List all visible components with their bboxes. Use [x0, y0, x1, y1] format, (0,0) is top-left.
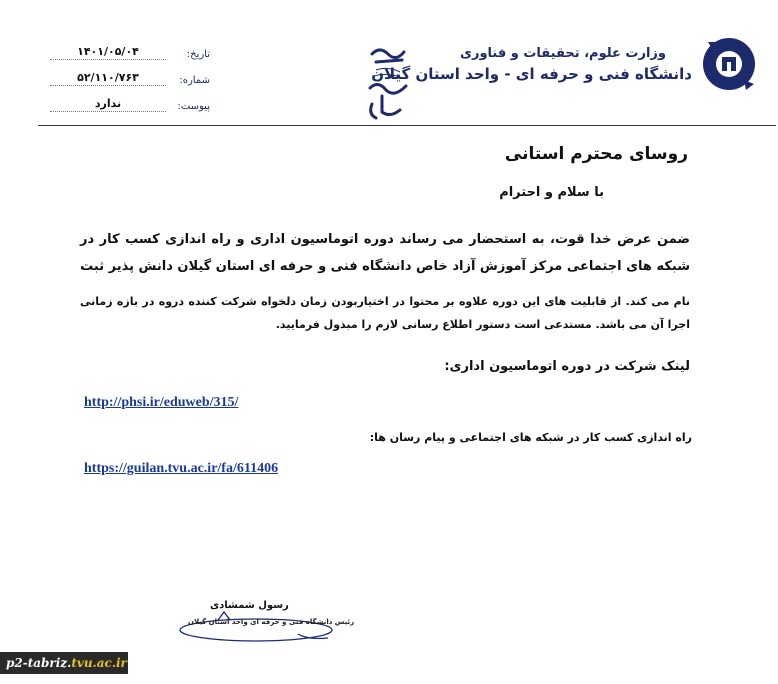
social-business-link[interactable]: https://guilan.tvu.ac.ir/fa/611406	[84, 461, 279, 476]
ministry-name: وزارت علوم، تحقیقات و فناوری	[460, 46, 666, 61]
date-label: تاریخ:	[186, 49, 210, 60]
automation-course-link[interactable]: http://phsi.ir/eduweb/315/	[84, 395, 239, 410]
salutation: روسای محترم استانی	[504, 144, 688, 164]
university-unit-name: دانشگاه فنی و حرفه ای - واحد استان گیلان	[371, 65, 692, 83]
number-value: ۵۲/۱۱۰/۷۶۳	[50, 71, 166, 86]
number-row	[50, 60, 210, 86]
university-logo	[700, 34, 758, 94]
date-row	[50, 34, 210, 60]
watermark-prefix: p2-tabriz.	[6, 656, 72, 670]
attachment-value: ندارد	[50, 97, 166, 112]
university-name	[371, 46, 692, 83]
slogan-calligraphy-icon	[362, 40, 414, 122]
number-label: شماره:	[179, 75, 210, 86]
link2-heading: راه اندازی کسب کار در شبکه های اجتماعی و پیام رسان ها:	[369, 431, 692, 444]
paragraph-secondary: نام می کند. از قابلیت های این دوره علاوه بر محتوا در اختیاربودن زمان دلخواه شرکت کننده دروه در بازه زمانی اجرا آن می باشد. مستدعی است دستور اطلاع رسانی لازم را مبذول فرمایید.	[80, 295, 690, 331]
signatory-name: رسول شمشادی	[210, 600, 289, 611]
attachment-row	[50, 86, 210, 112]
watermark-text	[0, 652, 128, 674]
greeting: با سلام و احترام	[499, 185, 604, 200]
attachment-label: پیوست:	[177, 101, 210, 112]
watermark-domain: tvu.ac.ir	[71, 656, 127, 670]
site-watermark	[0, 652, 128, 674]
link1-heading: لینک شرکت در دوره اتوماسیون اداری:	[444, 359, 690, 374]
signatory-title: رئیس دانشگاه فنی و حرفه ای واحد استان گیلان	[188, 618, 355, 626]
letter-meta	[50, 34, 210, 112]
header-divider	[38, 125, 776, 126]
date-value: ۱۴۰۱/۰۵/۰۴	[50, 45, 166, 60]
paragraph-main: ضمن عرض خدا قوت، به استحضار می رساند دوره اتوماسیون اداری و راه اندازی کسب کار در شبکه های اجتماعی مرکز آموزش آزاد خاص دانشگاه فنی و حرفه ای استان گیلان دانش پذیر ثبت	[80, 232, 690, 274]
